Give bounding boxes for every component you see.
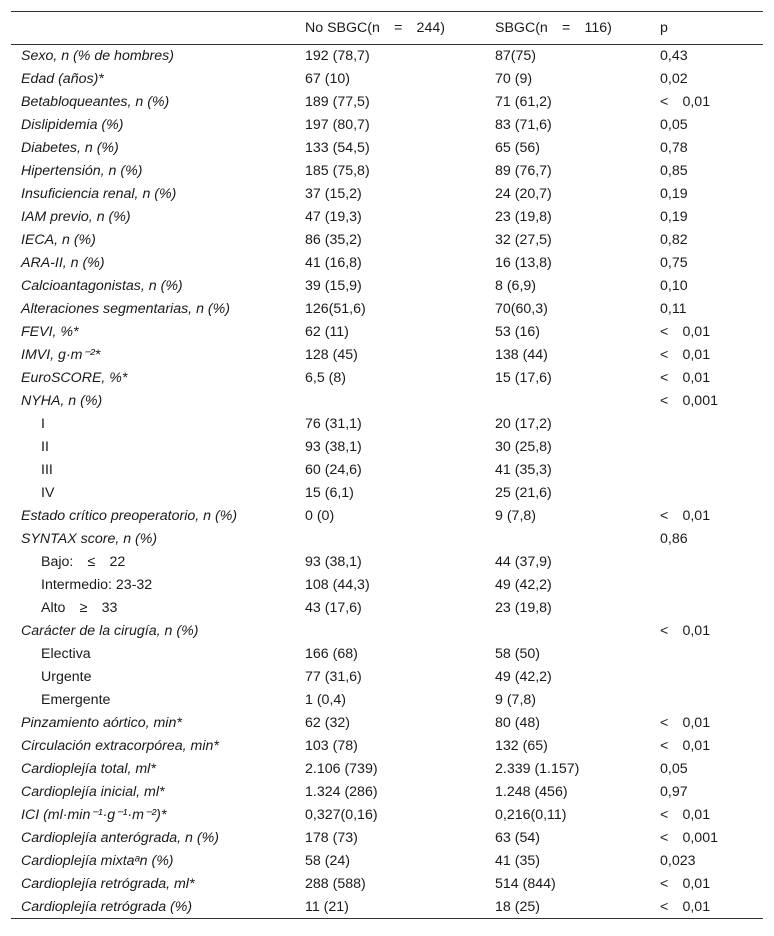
table-row (11, 712, 763, 735)
p-value: 0,023 (660, 853, 696, 869)
sbgc-value: 9 (7,8) (495, 692, 537, 708)
no-sbgc-value: 86 (35,2) (305, 232, 362, 248)
table-row (11, 229, 763, 252)
table-row (11, 873, 763, 896)
table-row (11, 643, 763, 666)
sbgc-value: 514 (844) (495, 876, 556, 892)
p-value: 0,05 (660, 117, 688, 133)
p-value: 0,86 (660, 531, 688, 547)
table-row (11, 804, 763, 827)
table-row (11, 505, 763, 528)
no-sbgc-value: 192 (78,7) (305, 48, 370, 65)
sbgc-value: 20 (17,2) (495, 416, 552, 432)
table-row (11, 735, 763, 758)
p-value: 0,02 (660, 71, 688, 87)
sbgc-value: 70(60,3) (495, 301, 548, 317)
sbgc-value: 30 (25,8) (495, 439, 552, 455)
no-sbgc-value: 1 (0,4) (305, 692, 347, 708)
p-value (650, 643, 763, 666)
row-label: III (41, 462, 53, 478)
p-value (650, 459, 763, 482)
p-value: < 0,01 (660, 738, 711, 754)
p-value: < 0,01 (660, 715, 711, 731)
sbgc-value: 49 (42,2) (495, 577, 552, 593)
sbgc-value: 1.248 (456) (495, 784, 568, 800)
row-label: Cardioplejía anterógrada, n (%) (21, 830, 219, 846)
sbgc-value (485, 620, 650, 643)
row-label: Alto ≥ 33 (41, 600, 118, 616)
no-sbgc-value: 62 (11) (305, 324, 349, 340)
table-row (11, 528, 763, 551)
row-label: Diabetes, n (%) (21, 140, 119, 156)
table-container (11, 11, 763, 919)
table-row (11, 321, 763, 344)
no-sbgc-value: 47 (19,3) (305, 209, 362, 225)
table-row (11, 160, 763, 183)
table-row (11, 344, 763, 367)
no-sbgc-value: 6,5 (8) (305, 370, 347, 386)
row-label: Cardioplejía mixtaᵃn (%) (21, 853, 174, 869)
p-value: 0,19 (660, 186, 688, 202)
row-label: SYNTAX score, n (%) (21, 531, 158, 547)
no-sbgc-value: 60 (24,6) (305, 462, 362, 478)
row-label: Betabloqueantes, n (%) (21, 94, 170, 110)
no-sbgc-value: 77 (31,6) (305, 669, 362, 685)
p-value (650, 482, 763, 505)
no-sbgc-value: 15 (6,1) (305, 485, 354, 501)
row-label: Cardioplejía inicial, ml* (21, 784, 165, 800)
no-sbgc-value: 128 (45) (305, 347, 358, 363)
table-row (11, 413, 763, 436)
p-value: 0,97 (660, 784, 688, 800)
no-sbgc-value: 0 (0) (305, 508, 335, 524)
header-p-value: p (660, 20, 668, 36)
no-sbgc-value: 126(51,6) (305, 301, 366, 317)
table-row (11, 689, 763, 712)
table-row (11, 367, 763, 390)
sbgc-value: 83 (71,6) (495, 117, 552, 133)
sbgc-value (485, 528, 650, 551)
p-value (650, 689, 763, 712)
table-row (11, 45, 763, 68)
row-label: FEVI, %* (21, 324, 79, 340)
p-value: < 0,01 (660, 94, 711, 110)
sbgc-value: 23 (19,8) (495, 600, 552, 616)
sbgc-value: 71 (61,2) (495, 94, 552, 110)
row-label: EuroSCORE, %* (21, 370, 128, 386)
p-value: 0,75 (660, 255, 688, 271)
p-value: < 0,01 (660, 324, 711, 340)
sbgc-value: 87(75) (495, 48, 537, 65)
p-value (650, 436, 763, 459)
sbgc-value: 49 (42,2) (495, 669, 552, 685)
sbgc-value: 15 (17,6) (495, 370, 552, 386)
no-sbgc-value: 41 (16,8) (305, 255, 362, 271)
table-row (11, 298, 763, 321)
row-label: Circulación extracorpórea, min* (21, 738, 219, 754)
sbgc-value: 44 (37,9) (495, 554, 552, 570)
row-label: Cardioplejía retrógrada (%) (21, 898, 193, 915)
table-row (11, 482, 763, 505)
table-row (11, 91, 763, 114)
p-value: < 0,01 (660, 807, 711, 823)
row-label: Sexo, n (% de hombres) (21, 48, 174, 65)
sbgc-value: 53 (16) (495, 324, 540, 340)
sbgc-value: 65 (56) (495, 140, 540, 156)
p-value (650, 574, 763, 597)
no-sbgc-value: 67 (10) (305, 71, 350, 87)
table-row (11, 827, 763, 850)
row-label: IAM previo, n (%) (21, 209, 131, 225)
baseline-characteristics-table (11, 11, 763, 919)
sbgc-value: 32 (27,5) (495, 232, 552, 248)
sbgc-value: 58 (50) (495, 646, 540, 662)
no-sbgc-value (295, 528, 485, 551)
row-label: Bajo: ≤ 22 (41, 554, 126, 570)
sbgc-value: 9 (7,8) (495, 508, 537, 524)
table-row (11, 781, 763, 804)
p-value: < 0,01 (660, 623, 711, 639)
sbgc-value: 24 (20,7) (495, 186, 552, 202)
table-row (11, 436, 763, 459)
sbgc-value: 2.339 (1.157) (495, 761, 580, 777)
table-body (11, 45, 763, 919)
no-sbgc-value: 133 (54,5) (305, 140, 370, 156)
p-value: 0,11 (660, 301, 687, 317)
row-label: Pinzamiento aórtico, min* (21, 715, 182, 731)
sbgc-value: 41 (35,3) (495, 462, 552, 478)
p-value: 0,05 (660, 761, 688, 777)
table-row (11, 850, 763, 873)
table-row (11, 459, 763, 482)
row-label: Estado crítico preoperatorio, n (%) (21, 508, 238, 524)
table-row (11, 597, 763, 620)
row-label: IV (41, 485, 55, 501)
table-row (11, 390, 763, 413)
p-value: 0,82 (660, 232, 688, 248)
p-value: < 0,01 (660, 370, 711, 386)
row-label: Edad (años)* (21, 71, 104, 87)
table-row (11, 275, 763, 298)
row-label: Cardioplejía retrógrada, ml* (21, 876, 195, 892)
no-sbgc-value: 288 (588) (305, 876, 366, 892)
no-sbgc-value (295, 390, 485, 413)
no-sbgc-value: 108 (44,3) (305, 577, 370, 593)
sbgc-value: 70 (9) (495, 71, 533, 87)
p-value: < 0,01 (660, 898, 711, 915)
p-value: < 0,01 (660, 876, 711, 892)
row-label: Insuficiencia renal, n (%) (21, 186, 177, 202)
table-row (11, 574, 763, 597)
row-label: Urgente (41, 669, 92, 685)
header-sbgc: SBGC(n = 116) (495, 20, 612, 36)
row-label: Emergente (41, 692, 111, 708)
sbgc-value: 41 (35) (495, 853, 540, 869)
row-label: II (41, 439, 49, 455)
row-label: Electiva (41, 646, 91, 662)
p-value (650, 597, 763, 620)
no-sbgc-value: 185 (75,8) (305, 163, 370, 179)
p-value: 0,43 (660, 48, 688, 65)
header-row (11, 12, 763, 45)
no-sbgc-value (295, 620, 485, 643)
p-value: < 0,01 (660, 347, 711, 363)
row-label: Carácter de la cirugía, n (%) (21, 623, 199, 639)
sbgc-value: 16 (13,8) (495, 255, 552, 271)
no-sbgc-value: 93 (38,1) (305, 554, 362, 570)
row-label: NYHA, n (%) (21, 393, 103, 409)
sbgc-value: 63 (54) (495, 830, 540, 846)
table-row (11, 666, 763, 689)
no-sbgc-value: 93 (38,1) (305, 439, 362, 455)
no-sbgc-value: 2.106 (739) (305, 761, 378, 777)
no-sbgc-value: 197 (80,7) (305, 117, 370, 133)
table-row (11, 114, 763, 137)
row-label: I (41, 416, 45, 432)
row-label: IECA, n (%) (21, 232, 96, 248)
table-row (11, 206, 763, 229)
table-row (11, 183, 763, 206)
sbgc-value: 80 (48) (495, 715, 540, 731)
p-value: < 0,001 (660, 830, 718, 846)
sbgc-value (485, 390, 650, 413)
row-label: Dislipidemia (%) (21, 117, 124, 133)
row-label: ARA-II, n (%) (21, 255, 105, 271)
table-row (11, 252, 763, 275)
table-row (11, 758, 763, 781)
row-label: Cardioplejía total, ml* (21, 761, 156, 777)
sbgc-value: 89 (76,7) (495, 163, 552, 179)
sbgc-value: 132 (65) (495, 738, 548, 754)
header-no-sbgc: No SBGC(n = 244) (305, 20, 445, 36)
table-row (11, 896, 763, 919)
header-label-column (11, 12, 295, 45)
p-value (650, 413, 763, 436)
row-label: Hipertensión, n (%) (21, 163, 143, 179)
no-sbgc-value: 178 (73) (305, 830, 358, 846)
table-row (11, 137, 763, 160)
table-row (11, 551, 763, 574)
p-value (650, 551, 763, 574)
table-row (11, 620, 763, 643)
p-value: < 0,001 (660, 393, 718, 409)
p-value: < 0,01 (660, 508, 711, 524)
p-value: 0,85 (660, 163, 688, 179)
sbgc-value: 8 (6,9) (495, 278, 537, 294)
no-sbgc-value: 1.324 (286) (305, 784, 378, 800)
no-sbgc-value: 166 (68) (305, 646, 358, 662)
sbgc-value: 23 (19,8) (495, 209, 552, 225)
no-sbgc-value: 0,327(0,16) (305, 807, 378, 823)
sbgc-value: 25 (21,6) (495, 485, 552, 501)
no-sbgc-value: 11 (21) (305, 898, 349, 915)
no-sbgc-value: 189 (77,5) (305, 94, 370, 110)
sbgc-value: 0,216(0,11) (495, 807, 567, 823)
row-label: IMVI, g·m⁻²* (21, 347, 101, 363)
row-label: Calcioantagonistas, n (%) (21, 278, 183, 294)
row-label: Intermedio: 23-32 (41, 577, 153, 593)
row-label: ICI (ml·min⁻¹·g⁻¹·m⁻²)* (21, 807, 167, 823)
no-sbgc-value: 37 (15,2) (305, 186, 362, 202)
row-label: Alteraciones segmentarias, n (%) (21, 301, 230, 317)
no-sbgc-value: 76 (31,1) (305, 416, 362, 432)
p-value: 0,78 (660, 140, 688, 156)
no-sbgc-value: 62 (32) (305, 715, 350, 731)
no-sbgc-value: 103 (78) (305, 738, 358, 754)
sbgc-value: 18 (25) (495, 898, 540, 915)
p-value: 0,10 (660, 278, 688, 294)
sbgc-value: 138 (44) (495, 347, 548, 363)
no-sbgc-value: 43 (17,6) (305, 600, 362, 616)
p-value (650, 666, 763, 689)
table-header (11, 12, 763, 45)
no-sbgc-value: 58 (24) (305, 853, 350, 869)
table-row (11, 68, 763, 91)
no-sbgc-value: 39 (15,9) (305, 278, 362, 294)
p-value: 0,19 (660, 209, 688, 225)
